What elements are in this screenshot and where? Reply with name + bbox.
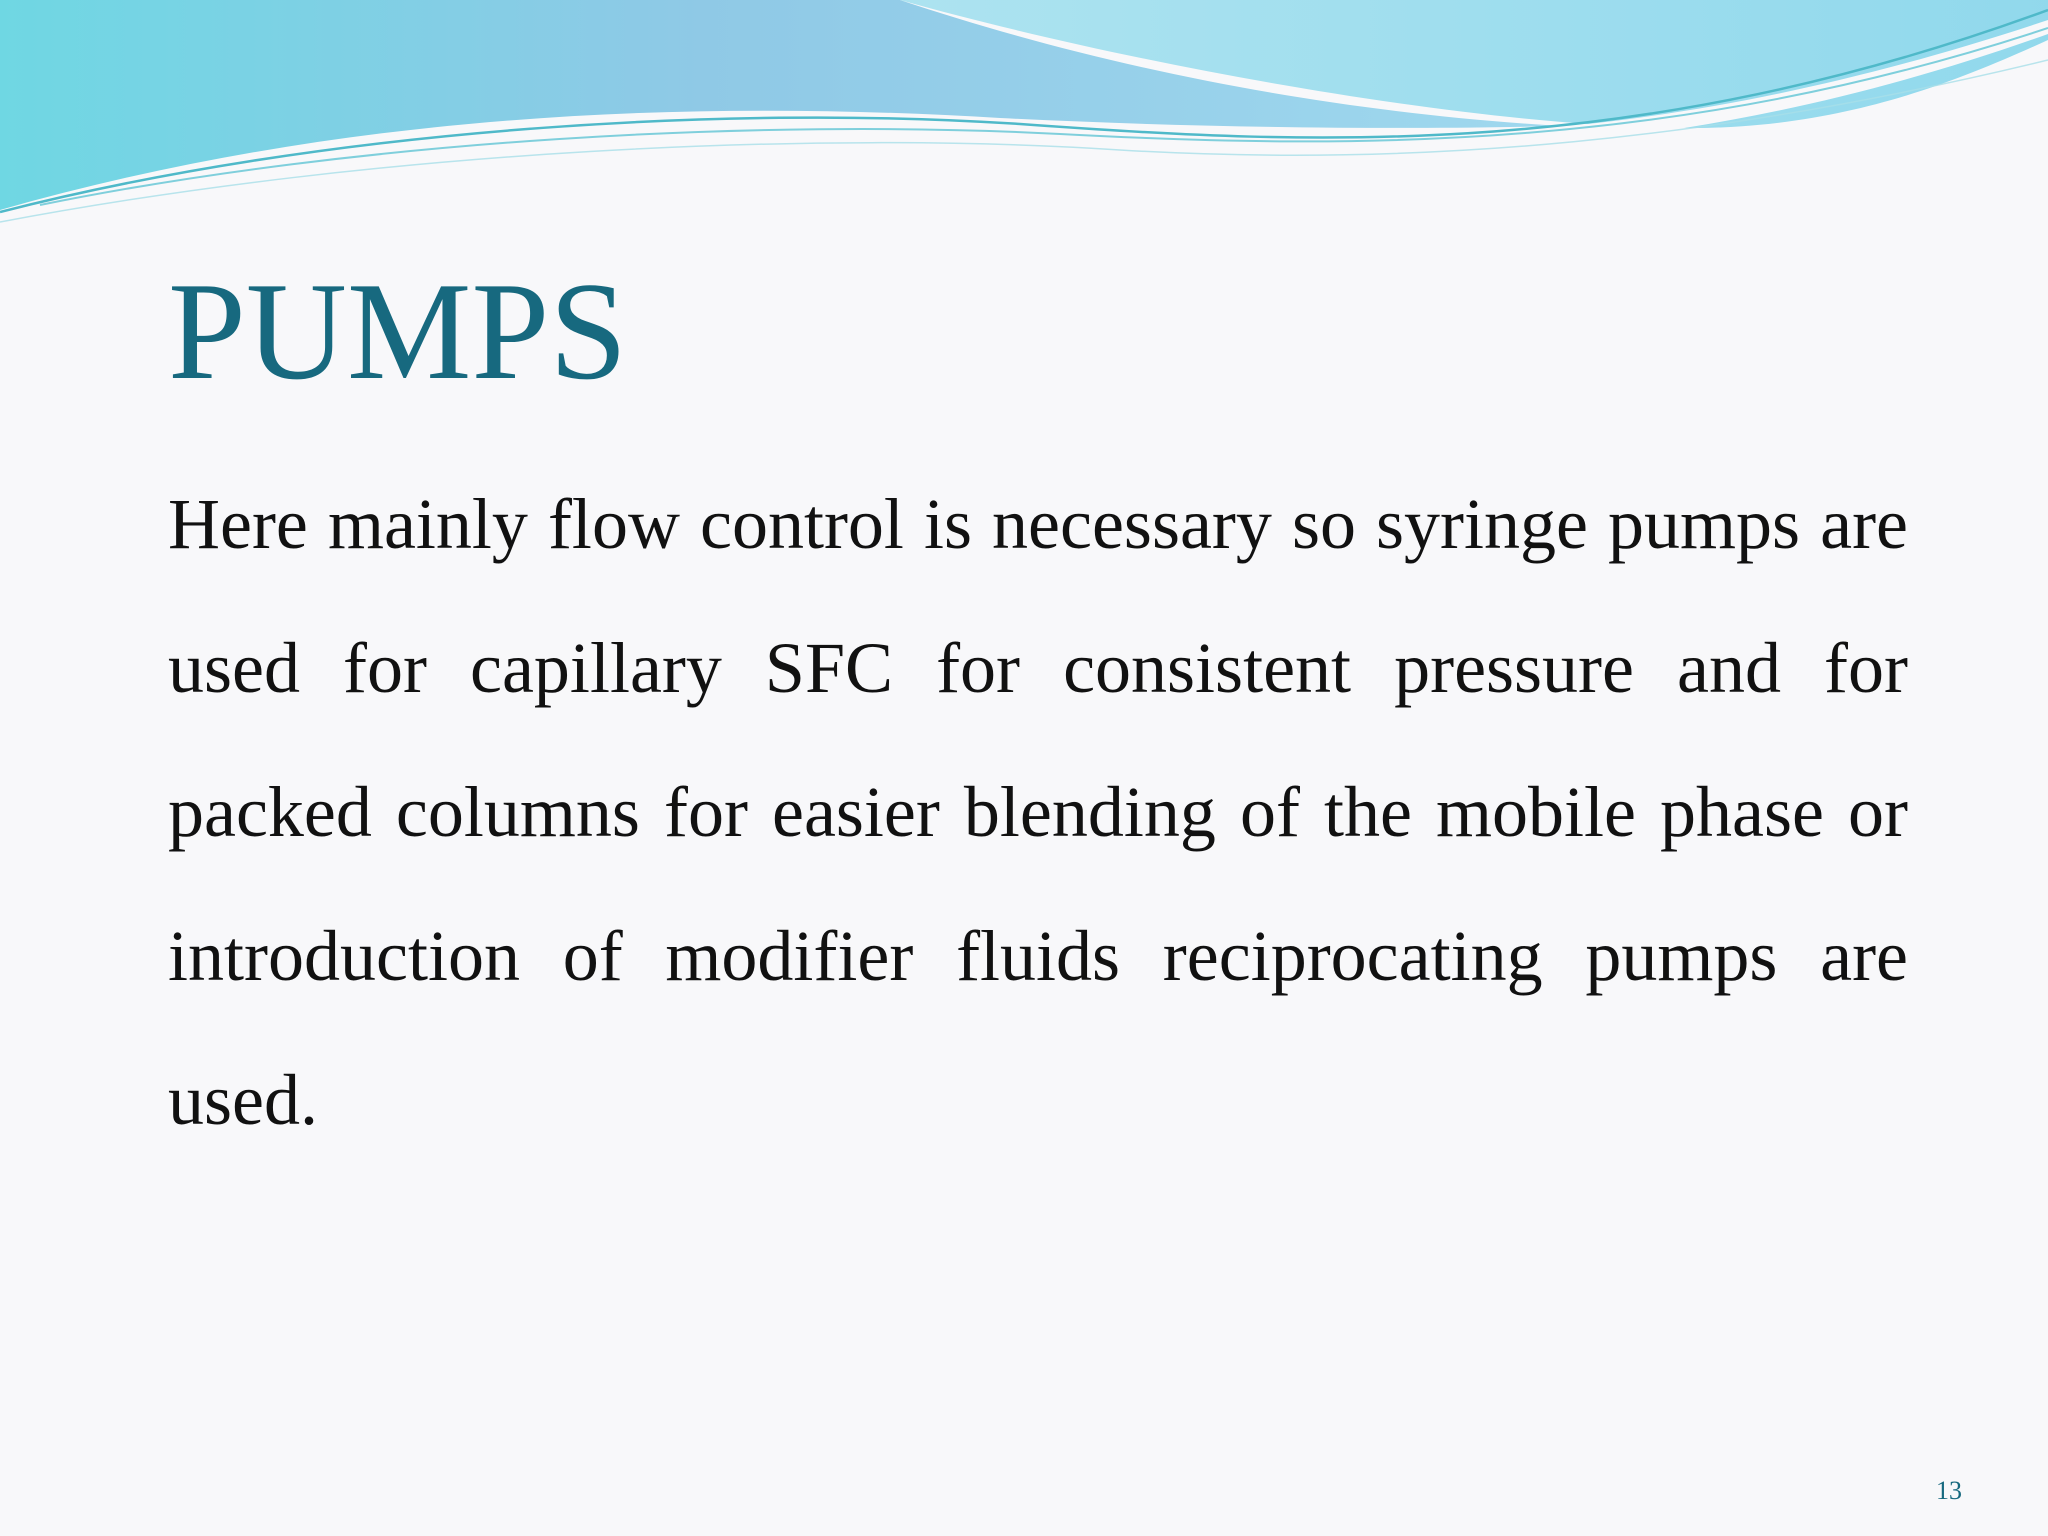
page-number: 13 [1936,1476,1962,1505]
slide-body-text: Here mainly flow control is necessary so syringe pumps are used for capillary SFC for consistent pressure and for packed columns for easier blending of the mobile phase or introduction of modifier fluids reciprocating pumps are used. [168,484,1908,1140]
header-wave-decoration [0,0,2048,240]
slide-title: PUMPS [168,254,628,409]
